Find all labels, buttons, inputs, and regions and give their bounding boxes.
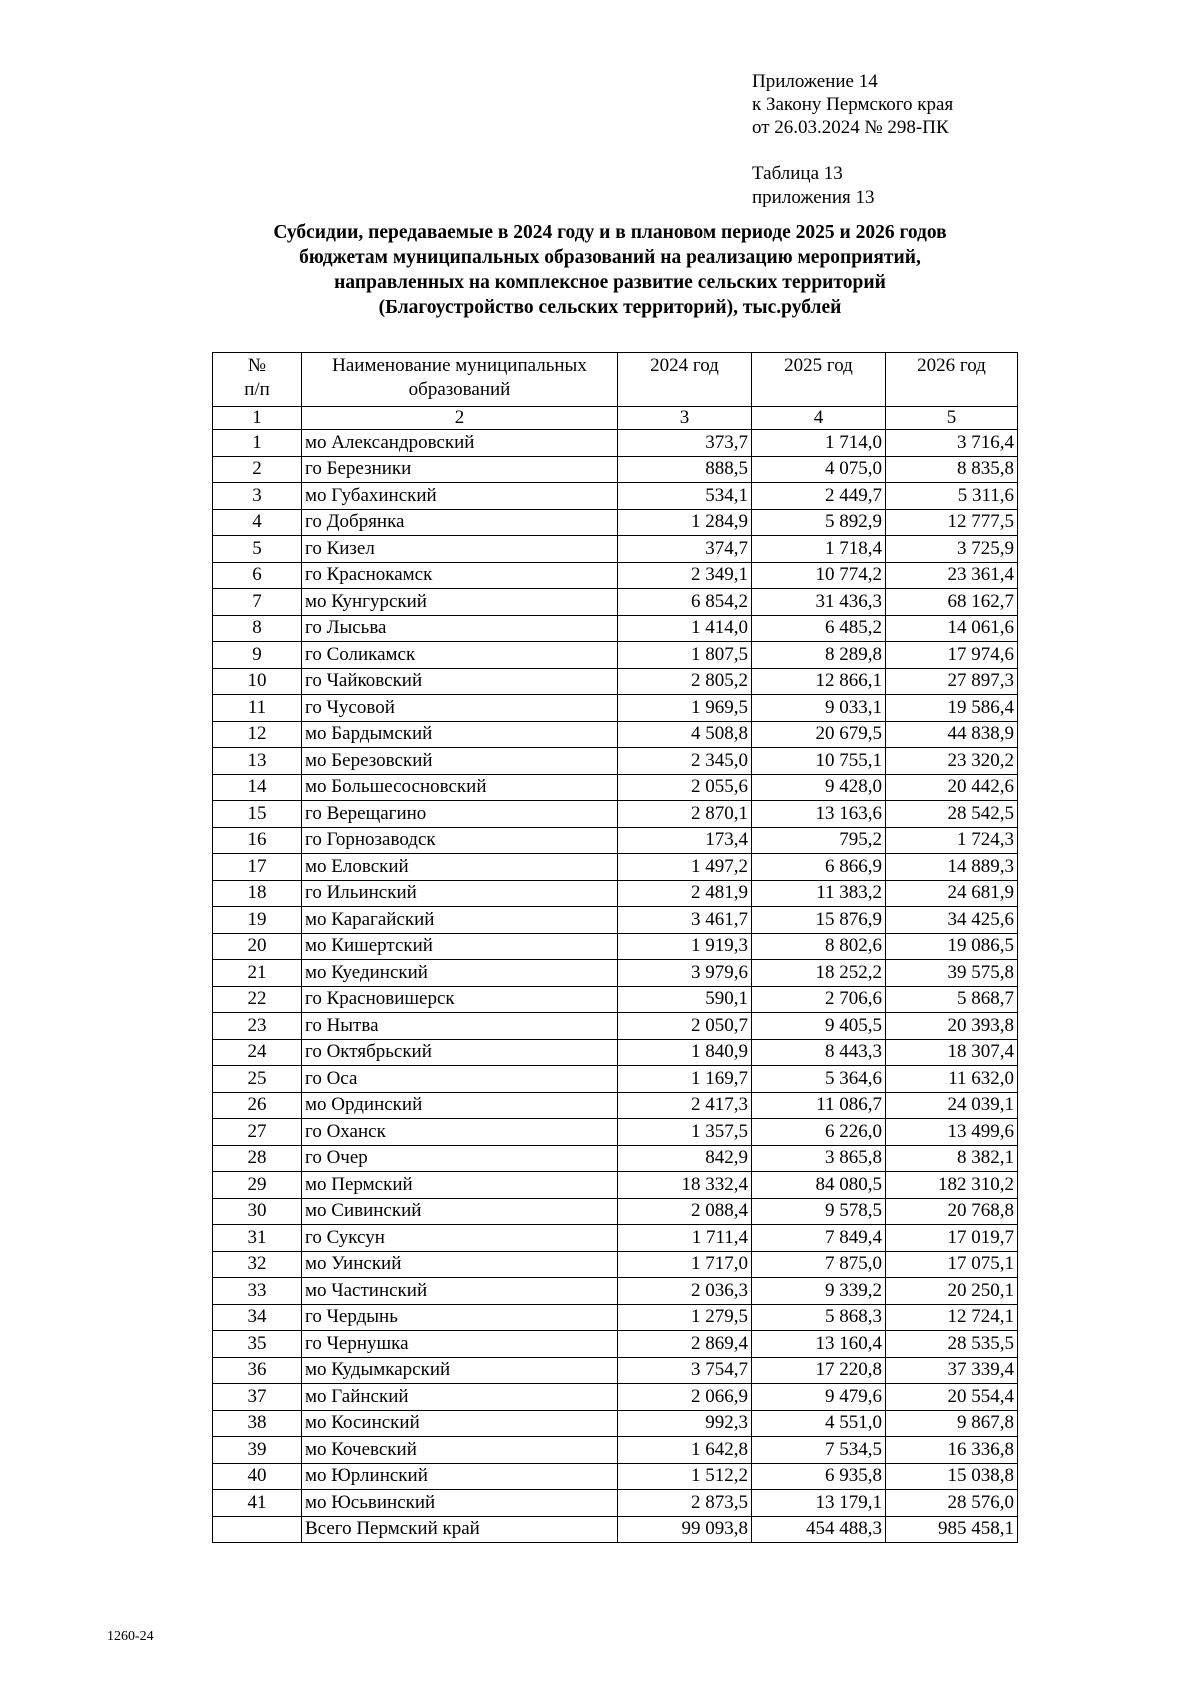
row-municipality: мо Куединский bbox=[302, 960, 618, 987]
row-value-2026: 27 897,3 bbox=[886, 668, 1018, 695]
row-value-2026: 34 425,6 bbox=[886, 907, 1018, 934]
row-number: 10 bbox=[213, 668, 302, 695]
row-municipality: го Оса bbox=[302, 1066, 618, 1093]
table-row bbox=[213, 1437, 1018, 1464]
table-row bbox=[213, 615, 1018, 642]
row-value-2024: 2 066,9 bbox=[618, 1384, 752, 1411]
row-municipality: мо Ординский bbox=[302, 1092, 618, 1119]
row-value-2024: 1 279,5 bbox=[618, 1304, 752, 1331]
row-value-2024: 1 919,3 bbox=[618, 933, 752, 960]
row-value-2025: 11 383,2 bbox=[752, 880, 886, 907]
row-number: 26 bbox=[213, 1092, 302, 1119]
row-number: 2 bbox=[213, 456, 302, 483]
row-number: 3 bbox=[213, 483, 302, 510]
row-value-2026: 28 542,5 bbox=[886, 801, 1018, 828]
row-value-2025: 2 449,7 bbox=[752, 483, 886, 510]
table-row bbox=[213, 1357, 1018, 1384]
row-value-2026: 182 310,2 bbox=[886, 1172, 1018, 1199]
row-value-2024: 1 807,5 bbox=[618, 642, 752, 669]
row-number: 18 bbox=[213, 880, 302, 907]
row-value-2024: 1 414,0 bbox=[618, 615, 752, 642]
row-municipality: мо Губахинский bbox=[302, 483, 618, 510]
row-value-2024: 2 481,9 bbox=[618, 880, 752, 907]
table-row bbox=[213, 986, 1018, 1013]
row-number: 34 bbox=[213, 1304, 302, 1331]
row-number: 36 bbox=[213, 1357, 302, 1384]
row-value-2026: 3 725,9 bbox=[886, 536, 1018, 563]
header-2024: 2024 год bbox=[618, 353, 752, 407]
row-value-2024: 1 840,9 bbox=[618, 1039, 752, 1066]
total-row bbox=[213, 1516, 1018, 1543]
table-row bbox=[213, 721, 1018, 748]
row-municipality: мо Бардымский bbox=[302, 721, 618, 748]
column-index-3: 3 bbox=[618, 407, 752, 430]
row-value-2025: 9 479,6 bbox=[752, 1384, 886, 1411]
row-value-2026: 20 393,8 bbox=[886, 1013, 1018, 1040]
row-number: 24 bbox=[213, 1039, 302, 1066]
table-header-row bbox=[213, 353, 1018, 407]
row-municipality: мо Частинский bbox=[302, 1278, 618, 1305]
appendix-header bbox=[752, 70, 953, 139]
row-value-2025: 8 802,6 bbox=[752, 933, 886, 960]
total-label: Всего Пермский край bbox=[302, 1516, 618, 1543]
table-row bbox=[213, 1331, 1018, 1358]
row-number: 25 bbox=[213, 1066, 302, 1093]
row-value-2026: 5 311,6 bbox=[886, 483, 1018, 510]
table-row bbox=[213, 536, 1018, 563]
row-value-2025: 3 865,8 bbox=[752, 1145, 886, 1172]
row-municipality: го Чусовой bbox=[302, 695, 618, 722]
row-number: 13 bbox=[213, 748, 302, 775]
row-value-2026: 68 162,7 bbox=[886, 589, 1018, 616]
table-row bbox=[213, 960, 1018, 987]
row-value-2025: 15 876,9 bbox=[752, 907, 886, 934]
row-number: 27 bbox=[213, 1119, 302, 1146]
row-value-2026: 28 535,5 bbox=[886, 1331, 1018, 1358]
total-number bbox=[213, 1516, 302, 1543]
row-number: 22 bbox=[213, 986, 302, 1013]
row-value-2025: 795,2 bbox=[752, 827, 886, 854]
row-municipality: го Добрянка bbox=[302, 509, 618, 536]
row-value-2025: 7 849,4 bbox=[752, 1225, 886, 1252]
row-value-2024: 1 284,9 bbox=[618, 509, 752, 536]
appendix-line-3: от 26.03.2024 № 298-ПК bbox=[752, 117, 949, 138]
document-number: 1260-24 bbox=[107, 1629, 154, 1644]
row-value-2024: 1 711,4 bbox=[618, 1225, 752, 1252]
row-value-2026: 11 632,0 bbox=[886, 1066, 1018, 1093]
table-row bbox=[213, 483, 1018, 510]
row-value-2026: 16 336,8 bbox=[886, 1437, 1018, 1464]
row-number: 21 bbox=[213, 960, 302, 987]
row-municipality: мо Березовский bbox=[302, 748, 618, 775]
table-row bbox=[213, 562, 1018, 589]
row-number: 23 bbox=[213, 1013, 302, 1040]
row-municipality: мо Гайнский bbox=[302, 1384, 618, 1411]
row-value-2025: 13 160,4 bbox=[752, 1331, 886, 1358]
row-municipality: го Краснокамск bbox=[302, 562, 618, 589]
row-municipality: го Кизел bbox=[302, 536, 618, 563]
row-municipality: го Чернушка bbox=[302, 1331, 618, 1358]
row-value-2025: 8 443,3 bbox=[752, 1039, 886, 1066]
row-value-2024: 1 357,5 bbox=[618, 1119, 752, 1146]
row-value-2024: 374,7 bbox=[618, 536, 752, 563]
row-value-2026: 18 307,4 bbox=[886, 1039, 1018, 1066]
row-value-2026: 19 586,4 bbox=[886, 695, 1018, 722]
column-index-4: 4 bbox=[752, 407, 886, 430]
row-value-2024: 2 088,4 bbox=[618, 1198, 752, 1225]
table-row bbox=[213, 456, 1018, 483]
row-value-2025: 13 179,1 bbox=[752, 1490, 886, 1517]
row-municipality: мо Александровский bbox=[302, 430, 618, 457]
row-value-2026: 5 868,7 bbox=[886, 986, 1018, 1013]
appendix-line-2: к Закону Пермского края bbox=[752, 94, 954, 115]
row-number: 16 bbox=[213, 827, 302, 854]
row-value-2025: 9 578,5 bbox=[752, 1198, 886, 1225]
row-value-2025: 12 866,1 bbox=[752, 668, 886, 695]
table-row bbox=[213, 642, 1018, 669]
row-value-2025: 84 080,5 bbox=[752, 1172, 886, 1199]
row-municipality: го Лысьва bbox=[302, 615, 618, 642]
table-row bbox=[213, 1172, 1018, 1199]
row-municipality: го Октябрьский bbox=[302, 1039, 618, 1066]
table-reference-line-2: приложения 13 bbox=[752, 187, 875, 208]
row-municipality: мо Сивинский bbox=[302, 1198, 618, 1225]
table-row bbox=[213, 509, 1018, 536]
row-value-2026: 39 575,8 bbox=[886, 960, 1018, 987]
row-value-2024: 2 349,1 bbox=[618, 562, 752, 589]
row-value-2026: 13 499,6 bbox=[886, 1119, 1018, 1146]
row-number: 7 bbox=[213, 589, 302, 616]
row-municipality: мо Юсьвинский bbox=[302, 1490, 618, 1517]
row-value-2026: 12 777,5 bbox=[886, 509, 1018, 536]
row-number: 15 bbox=[213, 801, 302, 828]
row-municipality: мо Кунгурский bbox=[302, 589, 618, 616]
row-value-2026: 1 724,3 bbox=[886, 827, 1018, 854]
row-value-2024: 2 417,3 bbox=[618, 1092, 752, 1119]
table-row bbox=[213, 827, 1018, 854]
row-value-2024: 2 873,5 bbox=[618, 1490, 752, 1517]
row-municipality: го Соликамск bbox=[302, 642, 618, 669]
row-value-2026: 19 086,5 bbox=[886, 933, 1018, 960]
row-number: 4 bbox=[213, 509, 302, 536]
row-number: 1 bbox=[213, 430, 302, 457]
row-number: 12 bbox=[213, 721, 302, 748]
row-value-2024: 3 461,7 bbox=[618, 907, 752, 934]
row-number: 37 bbox=[213, 1384, 302, 1411]
row-municipality: го Нытва bbox=[302, 1013, 618, 1040]
table-row bbox=[213, 1066, 1018, 1093]
row-municipality: го Чердынь bbox=[302, 1304, 618, 1331]
row-value-2025: 5 364,6 bbox=[752, 1066, 886, 1093]
row-value-2025: 1 714,0 bbox=[752, 430, 886, 457]
row-value-2024: 2 870,1 bbox=[618, 801, 752, 828]
total-2025: 454 488,3 bbox=[752, 1516, 886, 1543]
row-value-2026: 23 361,4 bbox=[886, 562, 1018, 589]
table-row bbox=[213, 1278, 1018, 1305]
table-row bbox=[213, 1225, 1018, 1252]
row-number: 32 bbox=[213, 1251, 302, 1278]
table-row bbox=[213, 695, 1018, 722]
row-value-2025: 4 551,0 bbox=[752, 1410, 886, 1437]
row-value-2025: 18 252,2 bbox=[752, 960, 886, 987]
row-value-2026: 20 554,4 bbox=[886, 1384, 1018, 1411]
row-value-2025: 6 935,8 bbox=[752, 1463, 886, 1490]
row-value-2025: 10 774,2 bbox=[752, 562, 886, 589]
row-value-2024: 6 854,2 bbox=[618, 589, 752, 616]
row-value-2025: 4 075,0 bbox=[752, 456, 886, 483]
table-row bbox=[213, 1410, 1018, 1437]
row-value-2024: 18 332,4 bbox=[618, 1172, 752, 1199]
row-value-2026: 37 339,4 bbox=[886, 1357, 1018, 1384]
row-municipality: мо Кудымкарский bbox=[302, 1357, 618, 1384]
row-value-2026: 14 061,6 bbox=[886, 615, 1018, 642]
header-2026: 2026 год bbox=[886, 353, 1018, 407]
row-municipality: мо Большесосновский bbox=[302, 774, 618, 801]
row-municipality: го Горнозаводск bbox=[302, 827, 618, 854]
row-value-2026: 20 442,6 bbox=[886, 774, 1018, 801]
row-value-2026: 15 038,8 bbox=[886, 1463, 1018, 1490]
row-value-2024: 3 754,7 bbox=[618, 1357, 752, 1384]
row-value-2026: 8 382,1 bbox=[886, 1145, 1018, 1172]
row-value-2025: 10 755,1 bbox=[752, 748, 886, 775]
row-value-2026: 24 039,1 bbox=[886, 1092, 1018, 1119]
row-number: 19 bbox=[213, 907, 302, 934]
row-number: 30 bbox=[213, 1198, 302, 1225]
row-value-2025: 13 163,6 bbox=[752, 801, 886, 828]
row-value-2024: 2 055,6 bbox=[618, 774, 752, 801]
table-row bbox=[213, 1490, 1018, 1517]
row-number: 35 bbox=[213, 1331, 302, 1358]
row-value-2026: 3 716,4 bbox=[886, 430, 1018, 457]
row-value-2026: 24 681,9 bbox=[886, 880, 1018, 907]
row-value-2025: 7 534,5 bbox=[752, 1437, 886, 1464]
row-value-2026: 28 576,0 bbox=[886, 1490, 1018, 1517]
row-value-2025: 6 226,0 bbox=[752, 1119, 886, 1146]
row-value-2025: 5 892,9 bbox=[752, 509, 886, 536]
row-municipality: мо Карагайский bbox=[302, 907, 618, 934]
row-value-2024: 4 508,8 bbox=[618, 721, 752, 748]
table-row bbox=[213, 1304, 1018, 1331]
row-number: 5 bbox=[213, 536, 302, 563]
row-value-2025: 6 485,2 bbox=[752, 615, 886, 642]
row-value-2024: 1 717,0 bbox=[618, 1251, 752, 1278]
row-value-2024: 3 979,6 bbox=[618, 960, 752, 987]
row-value-2026: 23 320,2 bbox=[886, 748, 1018, 775]
header-name-line-1: Наименование муниципальных bbox=[332, 355, 587, 376]
row-value-2026: 17 019,7 bbox=[886, 1225, 1018, 1252]
table-reference bbox=[752, 162, 874, 210]
table-row bbox=[213, 880, 1018, 907]
row-value-2025: 8 289,8 bbox=[752, 642, 886, 669]
row-value-2024: 373,7 bbox=[618, 430, 752, 457]
row-value-2025: 9 428,0 bbox=[752, 774, 886, 801]
row-number: 41 bbox=[213, 1490, 302, 1517]
row-number: 6 bbox=[213, 562, 302, 589]
table-row bbox=[213, 748, 1018, 775]
row-value-2025: 31 436,3 bbox=[752, 589, 886, 616]
row-value-2025: 7 875,0 bbox=[752, 1251, 886, 1278]
header-name-line-2: образований bbox=[408, 379, 511, 400]
row-municipality: го Суксун bbox=[302, 1225, 618, 1252]
row-value-2025: 9 033,1 bbox=[752, 695, 886, 722]
title-line-2: бюджетам муниципальных образований на реализацию мероприятий, bbox=[299, 247, 921, 268]
table-row bbox=[213, 801, 1018, 828]
row-value-2024: 2 050,7 bbox=[618, 1013, 752, 1040]
row-value-2026: 17 974,6 bbox=[886, 642, 1018, 669]
row-municipality: го Чайковский bbox=[302, 668, 618, 695]
row-value-2024: 888,5 bbox=[618, 456, 752, 483]
row-municipality: мо Косинский bbox=[302, 1410, 618, 1437]
row-value-2024: 2 869,4 bbox=[618, 1331, 752, 1358]
row-municipality: го Ильинский bbox=[302, 880, 618, 907]
total-2026: 985 458,1 bbox=[886, 1516, 1018, 1543]
table-row bbox=[213, 1039, 1018, 1066]
title-line-3: направленных на комплексное развитие сельских территорий bbox=[334, 272, 886, 293]
row-value-2026: 14 889,3 bbox=[886, 854, 1018, 881]
row-value-2024: 992,3 bbox=[618, 1410, 752, 1437]
table-row bbox=[213, 854, 1018, 881]
row-value-2026: 17 075,1 bbox=[886, 1251, 1018, 1278]
table-row bbox=[213, 1013, 1018, 1040]
row-value-2024: 2 345,0 bbox=[618, 748, 752, 775]
row-value-2024: 2 805,2 bbox=[618, 668, 752, 695]
column-index-5: 5 bbox=[886, 407, 1018, 430]
column-index-1: 1 bbox=[213, 407, 302, 430]
row-number: 9 bbox=[213, 642, 302, 669]
row-number: 17 bbox=[213, 854, 302, 881]
header-number-line-1: № bbox=[247, 355, 267, 376]
row-value-2024: 1 642,8 bbox=[618, 1437, 752, 1464]
row-municipality: мо Кочевский bbox=[302, 1437, 618, 1464]
row-value-2024: 1 497,2 bbox=[618, 854, 752, 881]
row-number: 40 bbox=[213, 1463, 302, 1490]
column-index-row bbox=[213, 407, 1018, 430]
row-value-2025: 1 718,4 bbox=[752, 536, 886, 563]
table-row bbox=[213, 1251, 1018, 1278]
row-value-2026: 8 835,8 bbox=[886, 456, 1018, 483]
row-municipality: мо Пермский bbox=[302, 1172, 618, 1199]
row-number: 33 bbox=[213, 1278, 302, 1305]
row-municipality: го Очер bbox=[302, 1145, 618, 1172]
row-value-2025: 11 086,7 bbox=[752, 1092, 886, 1119]
table-row bbox=[213, 1384, 1018, 1411]
table-row bbox=[213, 1119, 1018, 1146]
table-row bbox=[213, 933, 1018, 960]
row-value-2024: 534,1 bbox=[618, 483, 752, 510]
header-name bbox=[302, 353, 618, 407]
row-value-2025: 6 866,9 bbox=[752, 854, 886, 881]
header-2025: 2025 год bbox=[752, 353, 886, 407]
row-value-2026: 20 768,8 bbox=[886, 1198, 1018, 1225]
table-row bbox=[213, 1092, 1018, 1119]
table-row bbox=[213, 774, 1018, 801]
row-municipality: го Оханск bbox=[302, 1119, 618, 1146]
row-value-2025: 17 220,8 bbox=[752, 1357, 886, 1384]
row-value-2025: 9 405,5 bbox=[752, 1013, 886, 1040]
row-number: 28 bbox=[213, 1145, 302, 1172]
row-value-2024: 1 969,5 bbox=[618, 695, 752, 722]
row-number: 29 bbox=[213, 1172, 302, 1199]
row-number: 38 bbox=[213, 1410, 302, 1437]
row-value-2026: 12 724,1 bbox=[886, 1304, 1018, 1331]
header-number bbox=[213, 353, 302, 407]
table-row bbox=[213, 1145, 1018, 1172]
row-value-2024: 1 169,7 bbox=[618, 1066, 752, 1093]
row-number: 14 bbox=[213, 774, 302, 801]
row-number: 39 bbox=[213, 1437, 302, 1464]
table-row bbox=[213, 668, 1018, 695]
row-value-2025: 9 339,2 bbox=[752, 1278, 886, 1305]
row-municipality: го Красновишерск bbox=[302, 986, 618, 1013]
table-row bbox=[213, 589, 1018, 616]
total-2024: 99 093,8 bbox=[618, 1516, 752, 1543]
row-municipality: мо Еловский bbox=[302, 854, 618, 881]
row-municipality: мо Юрлинский bbox=[302, 1463, 618, 1490]
row-number: 8 bbox=[213, 615, 302, 642]
row-municipality: го Березники bbox=[302, 456, 618, 483]
table-row bbox=[213, 430, 1018, 457]
row-municipality: мо Уинский bbox=[302, 1251, 618, 1278]
row-value-2024: 1 512,2 bbox=[618, 1463, 752, 1490]
table-reference-line-1: Таблица 13 bbox=[752, 163, 843, 184]
row-value-2026: 44 838,9 bbox=[886, 721, 1018, 748]
header-number-line-2: п/п bbox=[244, 379, 270, 400]
row-number: 11 bbox=[213, 695, 302, 722]
row-value-2024: 173,4 bbox=[618, 827, 752, 854]
row-value-2025: 2 706,6 bbox=[752, 986, 886, 1013]
document-title bbox=[200, 220, 1020, 320]
table-row bbox=[213, 1463, 1018, 1490]
row-municipality: го Верещагино bbox=[302, 801, 618, 828]
title-line-4: (Благоустройство сельских территорий), тыс.рублей bbox=[378, 297, 842, 318]
row-value-2024: 2 036,3 bbox=[618, 1278, 752, 1305]
subsidies-table bbox=[212, 352, 1018, 1543]
column-index-2: 2 bbox=[302, 407, 618, 430]
row-value-2026: 9 867,8 bbox=[886, 1410, 1018, 1437]
row-value-2024: 590,1 bbox=[618, 986, 752, 1013]
row-number: 20 bbox=[213, 933, 302, 960]
row-municipality: мо Кишертский bbox=[302, 933, 618, 960]
table-row bbox=[213, 907, 1018, 934]
title-line-1: Субсидии, передаваемые в 2024 году и в плановом периоде 2025 и 2026 годов bbox=[273, 222, 947, 243]
row-number: 31 bbox=[213, 1225, 302, 1252]
row-value-2026: 20 250,1 bbox=[886, 1278, 1018, 1305]
row-value-2025: 5 868,3 bbox=[752, 1304, 886, 1331]
row-value-2025: 20 679,5 bbox=[752, 721, 886, 748]
row-value-2024: 842,9 bbox=[618, 1145, 752, 1172]
table-row bbox=[213, 1198, 1018, 1225]
appendix-line-1: Приложение 14 bbox=[752, 71, 878, 92]
